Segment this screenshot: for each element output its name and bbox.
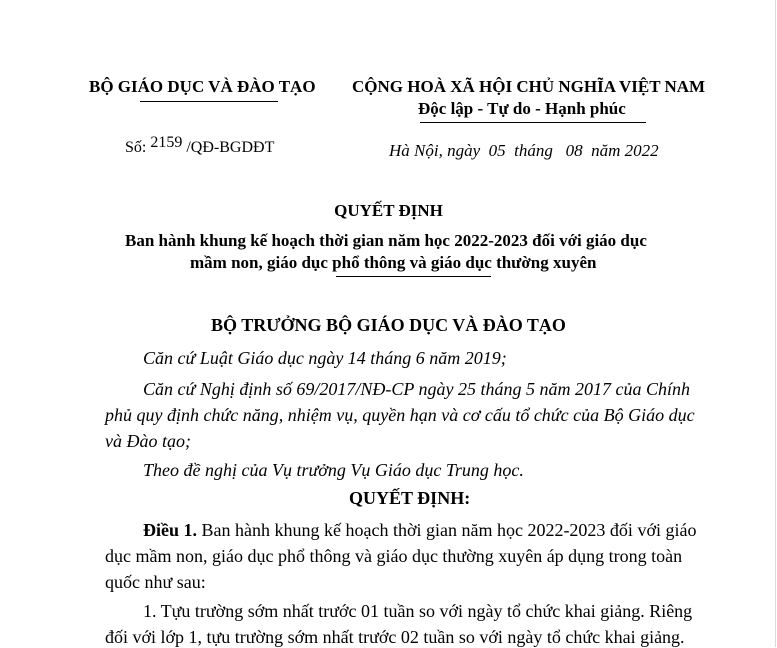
decision-title: QUYẾT ĐỊNH bbox=[334, 201, 443, 220]
number-label: Số: bbox=[125, 139, 147, 156]
number-suffix: /QĐ-BGDĐT bbox=[186, 139, 275, 156]
decision-subtitle-line2: mầm non, giáo dục phổ thông và giáo dục thường xuyên bbox=[190, 253, 597, 272]
article-1-label: Điều 1. bbox=[143, 520, 197, 540]
number-value: 2159 bbox=[150, 134, 183, 151]
basis-decree-line3: và Đào tạo; bbox=[105, 431, 191, 451]
basis-proposal: Theo đề nghị của Vụ trưởng Vụ Giáo dục Trung học. bbox=[143, 460, 524, 480]
basis-law: Căn cứ Luật Giáo dục ngày 14 tháng 6 năm 2019; bbox=[143, 348, 507, 368]
country-name: CỘNG HOÀ XÃ HỘI CHỦ NGHĨA VIỆT NAM bbox=[352, 77, 706, 96]
decision-heading: QUYẾT ĐỊNH: bbox=[349, 488, 471, 508]
subtitle-underline bbox=[336, 276, 491, 277]
place-date: Hà Nội, ngày 05 tháng 08 năm 2022 bbox=[389, 141, 659, 160]
motto-underline bbox=[420, 122, 646, 123]
article-1-line1 bbox=[143, 520, 696, 541]
ministry-name: BỘ GIÁO DỤC VÀ ĐÀO TẠO bbox=[89, 77, 316, 96]
document-number bbox=[125, 134, 275, 157]
basis-decree-line2: phủ quy định chức năng, nhiệm vụ, quyền hạn và cơ cấu tổ chức của Bộ Giáo dục bbox=[105, 405, 695, 425]
article-1-line2: dục mầm non, giáo dục phổ thông và giáo dục thường xuyên áp dụng trong toàn bbox=[105, 546, 683, 566]
article-1-line3: quốc như sau: bbox=[105, 572, 206, 592]
item-1-line1: 1. Tựu trường sớm nhất trước 01 tuần so với ngày tổ chức khai giảng. Riêng bbox=[143, 601, 693, 621]
national-motto: Độc lập - Tự do - Hạnh phúc bbox=[418, 99, 626, 118]
basis-decree-line1: Căn cứ Nghị định số 69/2017/NĐ-CP ngày 25 tháng 5 năm 2017 của Chính bbox=[143, 379, 690, 399]
ministry-underline bbox=[140, 101, 278, 102]
article-1-text: Ban hành khung kế hoạch thời gian năm học 2022-2023 đối với giáo bbox=[197, 520, 697, 540]
decision-subtitle-line1: Ban hành khung kế hoạch thời gian năm học 2022-2023 đối với giáo dục bbox=[125, 231, 647, 250]
item-1-line2: đối với lớp 1, tựu trường sớm nhất trước 02 tuần so với ngày tổ chức khai giảng. bbox=[105, 627, 685, 647]
issuing-authority: BỘ TRƯỞNG BỘ GIÁO DỤC VÀ ĐÀO TẠO bbox=[211, 315, 566, 335]
